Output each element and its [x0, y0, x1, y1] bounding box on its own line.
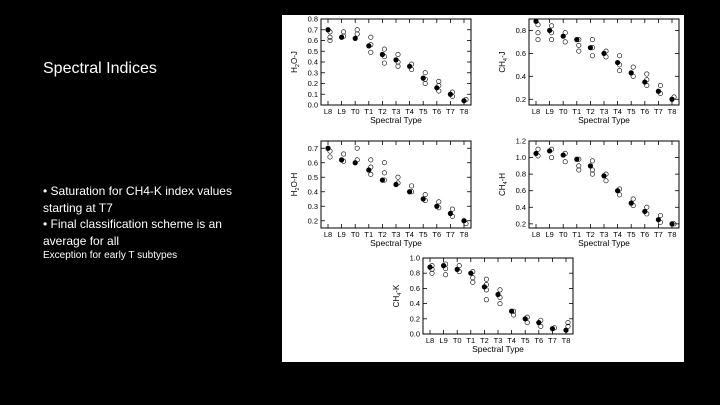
x-tick-label: T5 [418, 230, 428, 239]
x-tick-label: T4 [507, 336, 516, 345]
y-tick-label: 0.4 [515, 202, 526, 212]
x-tick-label: T2 [586, 107, 595, 116]
x-axis-title: Spectral Type [370, 238, 422, 248]
data-point-open [382, 47, 386, 51]
data-point-open [396, 52, 400, 56]
y-tick-label: 0.5 [307, 172, 318, 182]
data-point-filled [547, 28, 552, 33]
x-tick-label: T5 [418, 107, 428, 116]
data-point-open [369, 158, 373, 162]
x-tick-label: T0 [350, 230, 360, 239]
x-tick-label: L9 [439, 336, 448, 345]
data-point-filled [468, 271, 473, 276]
data-point-open [396, 175, 400, 179]
data-point-open [645, 205, 649, 209]
x-tick-label: T6 [432, 107, 442, 116]
data-point-open [631, 197, 635, 201]
data-point-filled [574, 37, 579, 42]
data-point-open [604, 179, 608, 183]
data-point-open [563, 40, 567, 44]
y-tick-label: 0.2 [515, 94, 526, 104]
data-point-open [396, 64, 400, 68]
x-tick-label: T4 [405, 107, 414, 116]
data-point-open [631, 65, 635, 69]
data-point-filled [536, 320, 541, 325]
y-tick-label: 0.0 [409, 329, 420, 339]
x-tick-label: T5 [626, 230, 636, 239]
y-axis-title: $CH_4-K$ [392, 284, 403, 308]
x-tick-label: T6 [640, 230, 650, 239]
data-point-open [355, 146, 359, 150]
data-point-open [498, 288, 502, 292]
bullet-item-saturation: • Saturation for CH4-K index values starting at T7 [43, 184, 232, 215]
data-point-filled [448, 211, 453, 216]
data-point-open [423, 71, 427, 75]
y-tick-label: 0.3 [307, 201, 318, 211]
y-tick-label: 0.4 [307, 187, 318, 197]
data-point-open [471, 280, 475, 284]
x-tick-label: T2 [586, 230, 595, 239]
data-point-filled [550, 326, 555, 331]
y-tick-label: 1.0 [409, 253, 420, 263]
data-point-filled [669, 97, 674, 102]
data-point-open [549, 155, 553, 159]
data-point-open [341, 30, 345, 34]
data-point-filled [561, 152, 566, 157]
data-point-filled [393, 57, 398, 62]
data-point-open [450, 207, 454, 211]
x-tick-label: T3 [599, 230, 609, 239]
data-point-filled [461, 98, 466, 103]
x-tick-label: L9 [337, 107, 346, 116]
data-point-open [617, 193, 621, 197]
x-axis-title: Spectral Type [370, 115, 422, 125]
y-tick-label: 0.6 [307, 158, 318, 168]
data-point-open [355, 28, 359, 32]
data-point-open [498, 301, 502, 305]
y-tick-label: 0.6 [515, 48, 526, 58]
x-tick-label: L8 [323, 107, 333, 116]
y-tick-label: 0.2 [515, 219, 526, 229]
data-point-filled [482, 284, 487, 289]
data-point-filled [629, 201, 634, 206]
data-point-filled [380, 178, 385, 183]
data-point-filled [380, 52, 385, 57]
data-point-filled [434, 85, 439, 90]
data-point-filled [325, 27, 330, 32]
data-point-filled [393, 182, 398, 187]
data-point-filled [588, 45, 593, 50]
x-tick-label: T6 [432, 230, 442, 239]
y-axis-title: $CH_4-J$ [498, 51, 509, 73]
x-tick-label: L8 [323, 230, 333, 239]
x-tick-label: T1 [466, 336, 476, 345]
data-point-filled [615, 60, 620, 65]
y-tick-label: 0.2 [307, 216, 318, 226]
x-axis-title: Spectral Type [578, 238, 630, 248]
data-point-open [590, 168, 594, 172]
data-point-filled [642, 79, 647, 84]
data-point-filled [574, 157, 579, 162]
x-tick-label: L9 [545, 230, 554, 239]
data-point-open [423, 192, 427, 196]
spectral-index-figure [282, 15, 684, 362]
data-point-filled [669, 221, 674, 226]
data-point-open [437, 79, 441, 83]
x-tick-label: T7 [446, 107, 455, 116]
x-tick-label: T5 [626, 107, 636, 116]
data-point-filled [353, 160, 358, 165]
data-point-filled [407, 189, 412, 194]
data-point-open [549, 37, 553, 41]
data-point-filled [629, 70, 634, 75]
x-tick-label: T1 [572, 230, 582, 239]
x-tick-label: T8 [667, 107, 677, 116]
x-tick-label: T7 [446, 230, 455, 239]
data-point-open [423, 81, 427, 85]
x-tick-label: T2 [480, 336, 489, 345]
data-point-filled [495, 292, 500, 297]
x-tick-label: T8 [459, 107, 469, 116]
x-tick-label: T3 [391, 107, 401, 116]
x-tick-label: L8 [425, 336, 435, 345]
data-point-filled [407, 64, 412, 69]
data-point-filled [434, 204, 439, 209]
data-point-filled [656, 217, 661, 222]
x-tick-label: T3 [391, 230, 401, 239]
x-tick-label: T6 [640, 107, 650, 116]
data-point-open [369, 50, 373, 54]
data-point-filled [339, 35, 344, 40]
y-tick-label: 0.7 [307, 25, 318, 35]
data-point-open [658, 213, 662, 217]
data-point-filled [615, 188, 620, 193]
y-tick-label: 0.6 [409, 283, 420, 293]
y-tick-label: 0.8 [307, 15, 318, 24]
x-tick-label: T4 [613, 230, 622, 239]
data-point-filled [421, 76, 426, 81]
data-point-open [577, 43, 581, 47]
x-tick-label: T2 [378, 107, 387, 116]
y-tick-label: 0.3 [307, 68, 318, 78]
data-point-filled [421, 196, 426, 201]
data-point-filled [601, 51, 606, 56]
x-tick-label: T0 [350, 107, 360, 116]
data-point-open [341, 152, 345, 156]
x-tick-label: T3 [599, 107, 609, 116]
data-point-filled [642, 209, 647, 214]
data-point-filled [353, 36, 358, 41]
data-point-filled [533, 151, 538, 156]
data-point-filled [441, 263, 446, 268]
y-tick-label: 1.2 [515, 136, 526, 146]
x-tick-label: T0 [558, 107, 568, 116]
x-tick-label: L8 [531, 107, 541, 116]
y-tick-label: 0.6 [307, 36, 318, 45]
data-point-open [536, 37, 540, 41]
data-point-filled [509, 309, 514, 314]
y-tick-label: 0.8 [409, 268, 420, 278]
y-axis-title: $CH_4-H$ [498, 172, 509, 197]
data-point-open [617, 53, 621, 57]
data-point-open [382, 61, 386, 65]
x-axis-title: Spectral Type [578, 115, 630, 125]
data-point-open [590, 172, 594, 176]
data-point-open [355, 32, 359, 36]
x-tick-label: T8 [667, 230, 677, 239]
data-point-open [382, 171, 386, 175]
data-point-open [590, 159, 594, 163]
data-point-filled [523, 316, 528, 321]
x-tick-label: T1 [572, 107, 582, 116]
data-point-open [443, 273, 447, 277]
data-point-open [536, 147, 540, 151]
data-point-filled [601, 173, 606, 178]
data-point-open [369, 172, 373, 176]
figure-panel [282, 15, 684, 362]
data-point-filled [366, 167, 371, 172]
slide-title: Spectral Indices [43, 60, 157, 77]
y-tick-label: 1.0 [515, 153, 526, 163]
y-tick-label: 0.8 [515, 169, 526, 179]
y-tick-label: 0.6 [515, 186, 526, 196]
bullet-list [43, 183, 258, 263]
data-point-open [328, 155, 332, 159]
y-axis-title: $H_2O-H$ [290, 172, 301, 197]
data-point-filled [427, 265, 432, 270]
data-point-filled [448, 92, 453, 97]
y-tick-label: 0.5 [307, 46, 318, 56]
data-point-open [437, 200, 441, 204]
data-point-open [536, 31, 540, 35]
x-tick-label: L9 [337, 230, 346, 239]
y-tick-label: 0.4 [307, 57, 318, 67]
data-point-open [577, 168, 581, 172]
y-tick-label: 0.0 [307, 100, 318, 110]
x-tick-label: T0 [558, 230, 568, 239]
data-point-open [484, 298, 488, 302]
x-tick-label: T3 [493, 336, 503, 345]
data-point-open [382, 161, 386, 165]
bullet-item-exception: Exception for early T subtypes [43, 250, 178, 261]
data-point-filled [656, 89, 661, 94]
x-tick-label: L9 [545, 107, 554, 116]
x-tick-label: T8 [561, 336, 571, 345]
x-tick-label: L8 [531, 230, 541, 239]
y-tick-label: 0.8 [515, 25, 526, 35]
x-tick-label: T7 [548, 336, 557, 345]
data-point-open [577, 164, 581, 168]
data-point-filled [533, 19, 538, 24]
data-point-open [590, 53, 594, 57]
data-point-open [471, 276, 475, 280]
data-point-open [645, 72, 649, 76]
data-point-filled [325, 146, 330, 151]
y-tick-label: 0.1 [307, 89, 318, 99]
data-point-filled [461, 218, 466, 223]
x-tick-label: T7 [654, 230, 663, 239]
data-point-open [563, 160, 567, 164]
x-tick-label: T4 [613, 107, 622, 116]
x-tick-label: T1 [364, 107, 374, 116]
x-tick-label: T2 [378, 230, 387, 239]
y-tick-label: 0.4 [515, 71, 526, 81]
bullet-item-classification: • Final classification scheme is an average for all [43, 217, 222, 248]
data-point-filled [455, 267, 460, 272]
x-tick-label: T7 [654, 107, 663, 116]
data-point-filled [588, 163, 593, 168]
x-axis-title: Spectral Type [472, 344, 524, 354]
x-tick-label: T1 [364, 230, 374, 239]
y-tick-label: 0.4 [409, 299, 420, 309]
data-point-open [658, 83, 662, 87]
x-tick-label: T5 [520, 336, 530, 345]
x-tick-label: T4 [405, 230, 414, 239]
data-point-open [328, 38, 332, 42]
y-axis-title: $H_2O-J$ [290, 51, 301, 73]
data-point-filled [561, 34, 566, 39]
data-point-open [369, 35, 373, 39]
data-point-filled [547, 148, 552, 153]
data-point-open [617, 68, 621, 72]
data-point-open [409, 184, 413, 188]
data-point-filled [366, 43, 371, 48]
x-tick-label: T0 [452, 336, 462, 345]
data-point-open [577, 49, 581, 53]
y-tick-label: 0.2 [307, 79, 318, 88]
data-point-filled [339, 157, 344, 162]
x-tick-label: T8 [459, 230, 469, 239]
data-point-open [590, 37, 594, 41]
y-tick-label: 0.2 [409, 314, 420, 324]
x-tick-label: T6 [534, 336, 544, 345]
y-tick-label: 0.7 [307, 143, 318, 153]
plot-frame [529, 141, 679, 228]
data-point-filled [563, 328, 568, 333]
data-point-open [484, 277, 488, 281]
data-point-open [549, 24, 553, 28]
